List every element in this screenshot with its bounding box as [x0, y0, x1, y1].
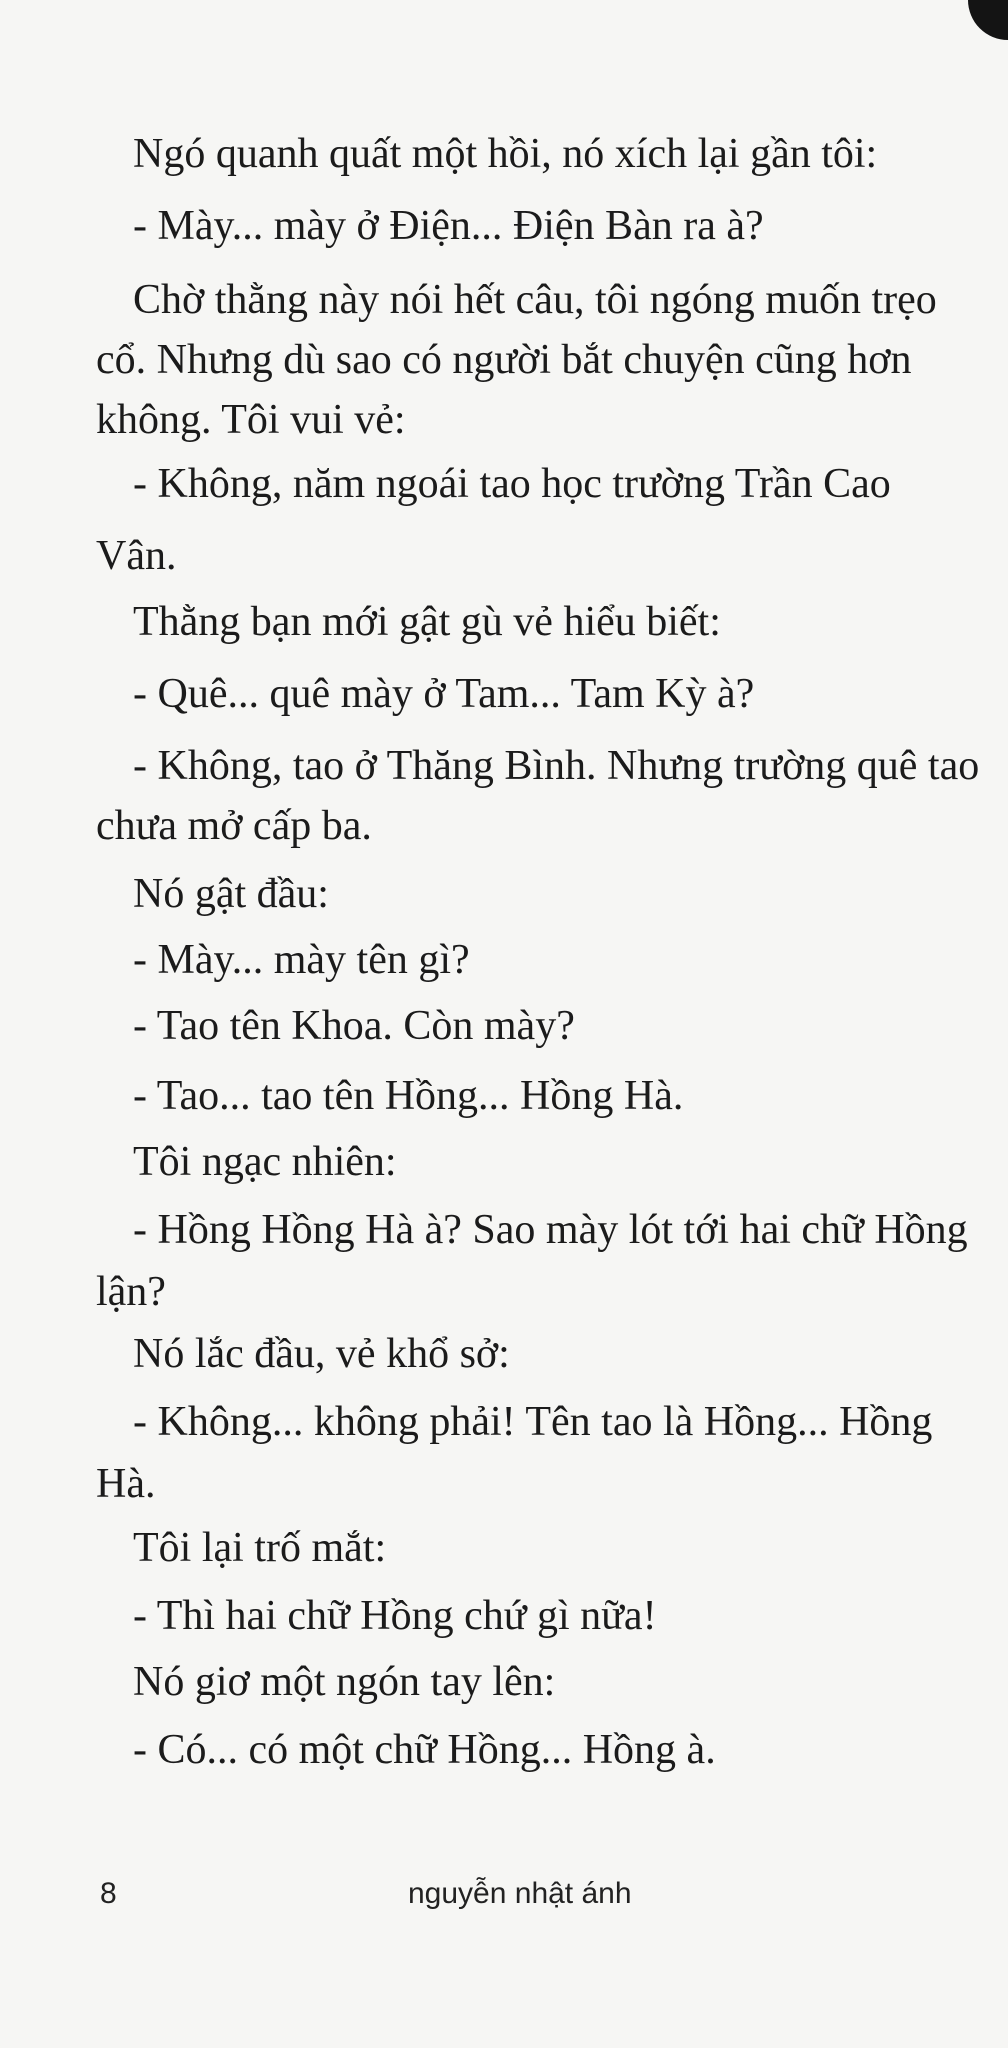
text-line: - Có... có một chữ Hồng... Hồng à. — [133, 1727, 716, 1773]
text-line: Ngó quanh quất một hồi, nó xích lại gần tôi: — [133, 131, 878, 177]
running-footer-author: nguyễn nhật ánh — [408, 1877, 632, 1910]
text-line: Nó giơ một ngón tay lên: — [133, 1659, 556, 1705]
text-line: - Mày... mày tên gì? — [133, 937, 470, 983]
text-line: Tôi lại trố mắt: — [133, 1525, 387, 1571]
text-line: Nó gật đầu: — [133, 871, 329, 917]
text-line: - Mày... mày ở Điện... Điện Bàn ra à? — [133, 203, 764, 249]
text-line: chưa mở cấp ba. — [96, 803, 372, 849]
text-line: - Không, năm ngoái tao học trường Trần Cao — [133, 461, 891, 507]
text-line: lận? — [96, 1269, 166, 1315]
text-line: - Tao... tao tên Hồng... Hồng Hà. — [133, 1073, 684, 1119]
text-line: Thằng bạn mới gật gù vẻ hiểu biết: — [133, 599, 721, 645]
text-line: - Tao tên Khoa. Còn mày? — [133, 1003, 575, 1049]
text-line: - Hồng Hồng Hà à? Sao mày lót tới hai chữ Hồng — [133, 1207, 968, 1253]
text-line: Hà. — [96, 1461, 156, 1507]
page-corner-edge — [968, 0, 1008, 40]
text-line: Nó lắc đầu, vẻ khổ sở: — [133, 1331, 510, 1377]
text-line: Tôi ngạc nhiên: — [133, 1139, 397, 1185]
page-number: 8 — [100, 1877, 117, 1910]
text-line: - Không... không phải! Tên tao là Hồng... Hồng — [133, 1399, 933, 1445]
text-line: - Không, tao ở Thăng Bình. Nhưng trường quê tao — [133, 743, 980, 789]
text-line: cổ. Nhưng dù sao có người bắt chuyện cũng hơn — [96, 337, 912, 383]
text-line: - Thì hai chữ Hồng chứ gì nữa! — [133, 1593, 657, 1639]
text-line: - Quê... quê mày ở Tam... Tam Kỳ à? — [133, 671, 755, 717]
text-line: Chờ thằng này nói hết câu, tôi ngóng muốn trẹo — [133, 277, 937, 323]
text-line: không. Tôi vui vẻ: — [96, 397, 406, 443]
text-line: Vân. — [96, 533, 177, 579]
